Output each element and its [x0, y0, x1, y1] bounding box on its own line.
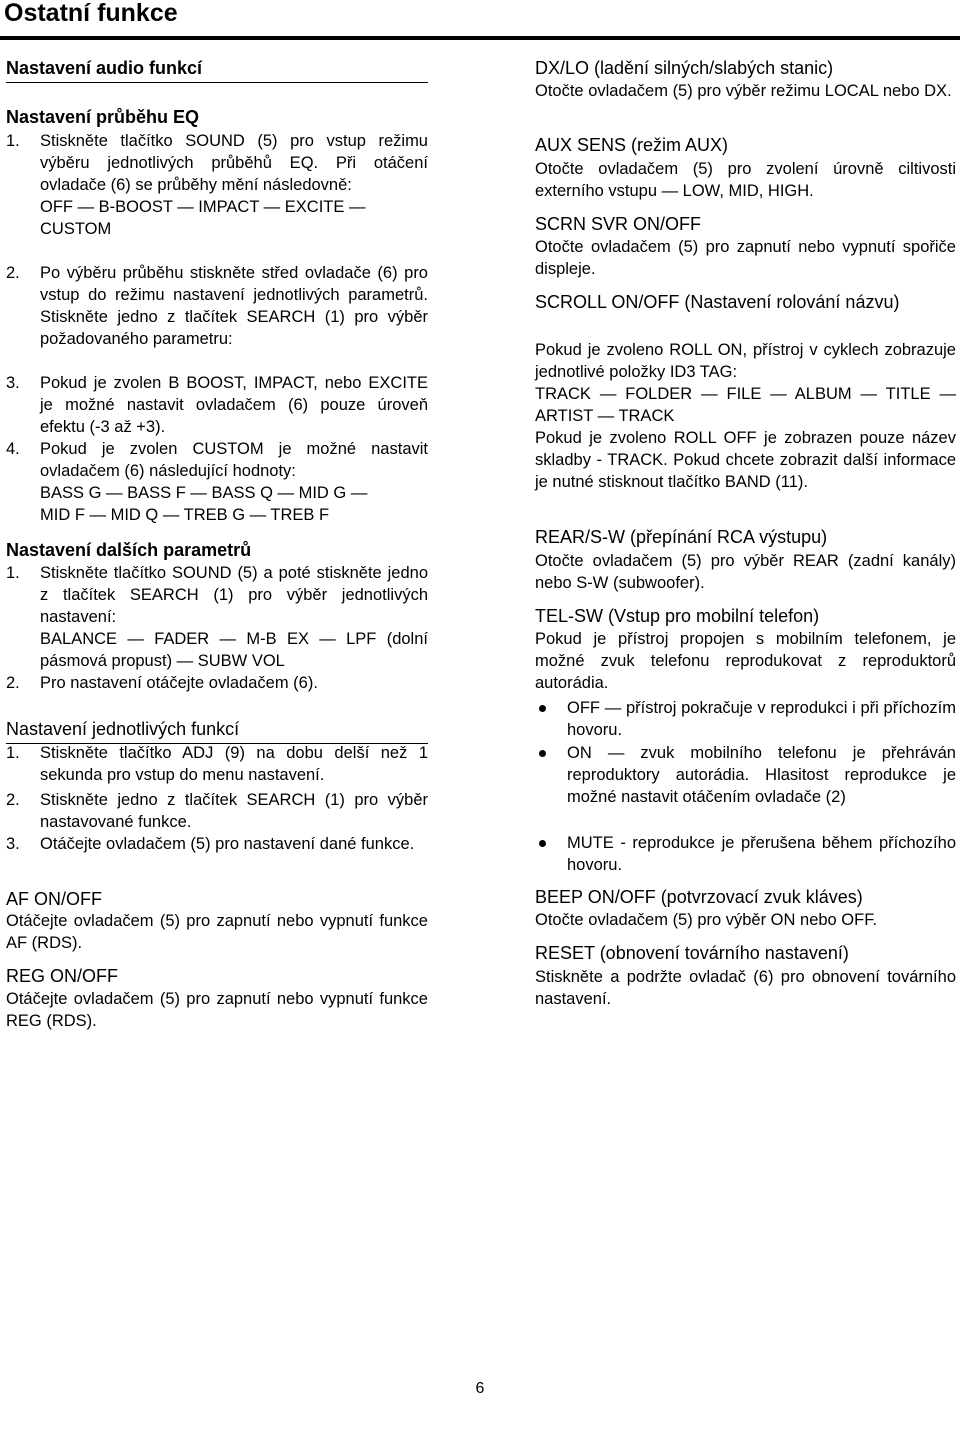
eq-heading: Nastavení průběhu EQ — [6, 107, 200, 127]
bullet-icon — [539, 840, 546, 847]
page-number: 6 — [475, 1380, 485, 1397]
functions-heading: Nastavení jednotlivých funkcí — [6, 718, 428, 744]
step-text: Pokud je zvolen CUSTOM je možné nastavit ovladačem (6) následující hodnoty: — [40, 440, 428, 480]
step-text: Po výběru průběhu stiskněte střed ovladače (6) pro vstup do režimu nastavení jednotlivých parametrů. Stiskněte jedno z tlačítek SEARCH (1) pro výběr požadovaného parametru: — [40, 264, 428, 348]
step-number: 3. — [6, 374, 20, 392]
af-heading: AF ON/OFF — [6, 889, 102, 909]
eq-step-3 — [6, 372, 428, 438]
bullet-text: MUTE - reprodukce je přerušena během příchozího hovoru. — [567, 834, 956, 874]
scroll-sequence: TRACK — FOLDER — FILE — ALBUM — TITLE — ARTIST — TRACK — [535, 385, 956, 425]
step-text: Pokud je zvolen B BOOST, IMPACT, nebo EXCITE je možné nastavit ovladačem (6) pouze úroveň efektu (-3 až +3). — [40, 374, 428, 436]
step-number: 4. — [6, 440, 20, 458]
aux-heading: AUX SENS (režim AUX) — [535, 135, 729, 155]
scrn-text: Otočte ovladačem (5) pro zapnutí nebo vypnutí spořiče displeje. — [535, 238, 956, 278]
step-text: Pro nastavení otáčejte ovladačem (6). — [40, 674, 318, 692]
scrn-heading: SCRN SVR ON/OFF — [535, 214, 702, 234]
step-number: 2. — [6, 674, 20, 692]
eq-sequence-line: OFF — B-BOOST — IMPACT — EXCITE — — [40, 198, 366, 216]
step-number: 2. — [6, 264, 20, 282]
eq-step-4 — [6, 438, 428, 526]
eq-sequence-line: CUSTOM — [40, 220, 112, 238]
functions-step-3 — [6, 833, 428, 855]
eq-step-1 — [6, 130, 428, 240]
aux-text: Otočte ovladačem (5) pro zvolení úrovně ciltivosti externího vstupu — LOW, MID, HIGH. — [535, 160, 956, 200]
dxlo-text: Otočte ovladačem (5) pro výběr režimu LOCAL nebo DX. — [535, 82, 952, 100]
params-sequence: BALANCE — FADER — M-B EX — LPF (dolní pásmová propust) — SUBW VOL — [40, 630, 428, 670]
tel-heading: TEL-SW (Vstup pro mobilní telefon) — [535, 606, 820, 626]
step-number: 1. — [6, 744, 20, 762]
eq-step-2 — [6, 262, 428, 350]
af-text: Otáčejte ovladačem (5) pro zapnutí nebo vypnutí funkce AF (RDS). — [6, 912, 428, 952]
step-number: 2. — [6, 791, 20, 809]
scroll-text-1: Pokud je zvoleno ROLL ON, přístroj v cyklech zobrazuje jednotlivé položky ID3 TAG: — [535, 341, 956, 381]
scroll-text-2: Pokud je zvoleno ROLL OFF je zobrazen pouze název skladby - TRACK. Pokud chcete zobrazit další informace je nutné stisknout tlačítko BAND (11). — [535, 429, 956, 491]
functions-step-2 — [6, 789, 428, 833]
rear-heading: REAR/S-W (přepínání RCA výstupu) — [535, 527, 828, 547]
bullet-text: OFF — přístroj pokračuje v reprodukci i při příchozím hovoru. — [567, 699, 956, 739]
params-step-2 — [6, 672, 428, 694]
step-text: Stiskněte jedno z tlačítek SEARCH (1) pro výběr nastavované funkce. — [40, 791, 428, 831]
functions-step-1 — [6, 742, 428, 786]
custom-sequence-line: BASS G — BASS F — BASS Q — MID G — — [40, 484, 368, 502]
params-heading: Nastavení dalších parametrů — [6, 540, 252, 560]
reg-heading: REG ON/OFF — [6, 966, 118, 986]
tel-bullet-on — [535, 742, 956, 808]
bullet-icon — [539, 705, 546, 712]
title-rule — [0, 36, 960, 40]
scroll-heading: SCROLL ON/OFF (Nastavení rolování názvu) — [535, 292, 900, 312]
audio-heading: Nastavení audio funkcí — [6, 57, 428, 83]
step-text: Stiskněte tlačítko ADJ (9) na dobu delší než 1 sekunda pro vstup do menu nastavení. — [40, 744, 428, 784]
dxlo-heading: DX/LO (ladění silných/slabých stanic) — [535, 58, 834, 78]
beep-text: Otočte ovladačem (5) pro výběr ON nebo OFF. — [535, 911, 878, 929]
custom-sequence-line: MID F — MID Q — TREB G — TREB F — [40, 506, 330, 524]
step-text: Stiskněte tlačítko SOUND (5) a poté stiskněte jedno z tlačítek SEARCH (1) pro výběr jednotlivých nastavení: — [40, 564, 428, 626]
reset-heading: RESET (obnovení továrního nastavení) — [535, 943, 849, 963]
bullet-text: ON — zvuk mobilního telefonu je přehráván reproduktory autorádia. Hlasitost reprodukce je možné nastavit otáčením ovladače (2) — [567, 744, 956, 806]
bullet-icon — [539, 750, 546, 757]
tel-bullet-mute — [535, 832, 956, 876]
step-text: Stiskněte tlačítko SOUND (5) pro vstup režimu výběru jednotlivých průběhů EQ. Při otáčení ovladače (6) se průběhy mění následovně: — [40, 132, 428, 194]
step-number: 1. — [6, 564, 20, 582]
reset-text: Stiskněte a podržte ovladač (6) pro obnovení továrního nastavení. — [535, 968, 956, 1008]
page-title: Ostatní funkce — [4, 0, 178, 27]
tel-bullet-off — [535, 697, 956, 741]
tel-text: Pokud je přístroj propojen s mobilním telefonem, je možné zvuk telefonu reprodukovat z reproduktorů autorádia. — [535, 630, 956, 692]
step-text: Otáčejte ovladačem (5) pro nastavení dané funkce. — [40, 835, 415, 853]
step-number: 3. — [6, 835, 20, 853]
beep-heading: BEEP ON/OFF (potvrzovací zvuk kláves) — [535, 887, 863, 907]
params-step-1 — [6, 562, 428, 672]
step-number: 1. — [6, 132, 20, 150]
reg-text: Otáčejte ovladačem (5) pro zapnutí nebo vypnutí funkce REG (RDS). — [6, 990, 428, 1030]
rear-text: Otočte ovladačem (5) pro výběr REAR (zadní kanály) nebo S-W (subwoofer). — [535, 552, 956, 592]
